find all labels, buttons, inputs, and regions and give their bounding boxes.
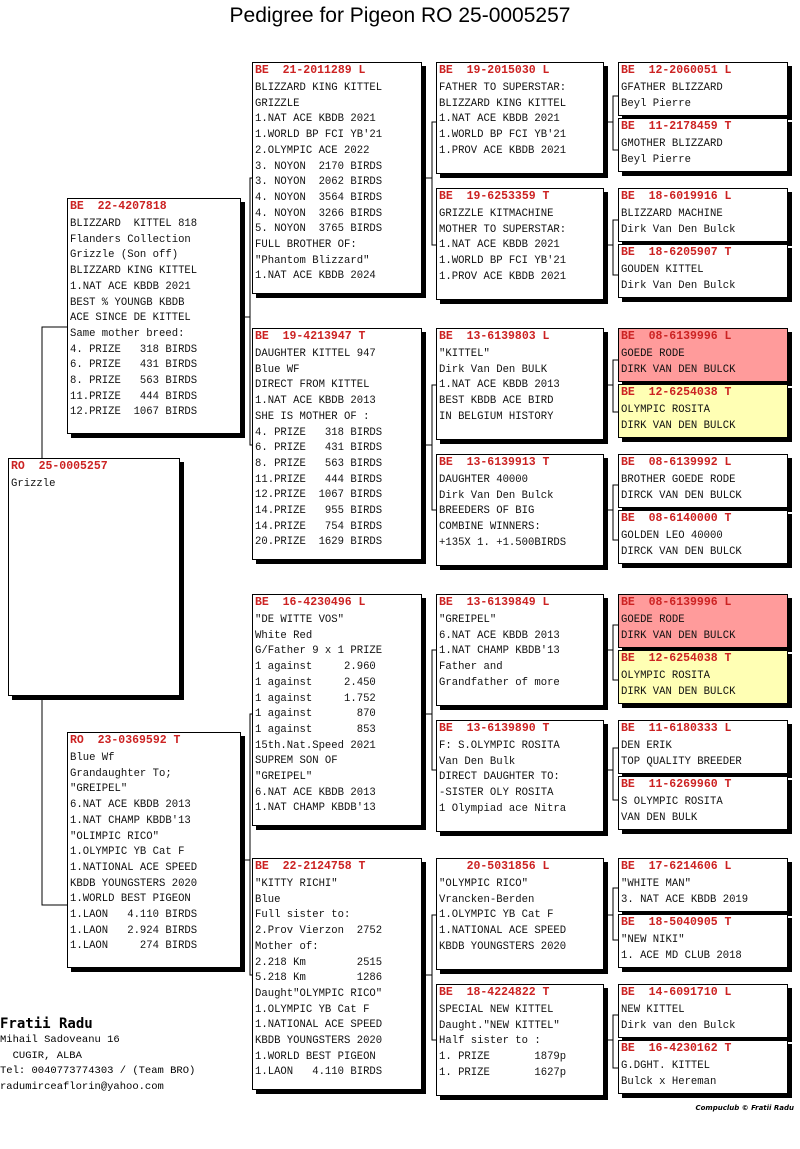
grandparent-line: 1 against 870 — [255, 708, 376, 721]
grandparent-ring-number: BE 21-2011289 L — [255, 64, 366, 77]
gg-grandparent-ring-number: BE 12-6254038 T — [621, 652, 732, 665]
gg-grandparent-ring-number: BE 08-6139996 L — [621, 596, 732, 609]
grandparent-line: 1.LAON 4.110 BIRDS — [255, 1066, 383, 1079]
mother-line: "OLIMPIC RICO" — [70, 830, 160, 843]
gg-grandparent-ring-number: BE 18-6205907 T — [621, 246, 732, 259]
gg-grandparent-card-1 — [618, 62, 788, 116]
great-grandparent-line: Dirk Van Den Bulck — [439, 489, 554, 502]
grandparent-card-2 — [252, 328, 422, 560]
great-grandparent-line: GRIZZLE KITMACHINE — [439, 208, 554, 220]
great-grandparent-line: F: S.OLYMPIC ROSITA — [439, 740, 560, 752]
grandparent-line: 1.OLYMPIC YB Cat F — [255, 1003, 370, 1016]
great-grandparent-line: DIRECT DAUGHTER TO: — [439, 771, 560, 784]
gg-grandparent-line: DIRK VAN DEN BULCK — [621, 629, 736, 642]
mother-line: 1.NATIONAL ACE SPEED — [70, 861, 198, 874]
great-grandparent-ring-number: BE 13-6139890 T — [439, 722, 550, 735]
gg-grandparent-card-7 — [618, 454, 788, 508]
great-grandparent-ring-number: 20-5031856 L — [439, 860, 550, 873]
grandparent-line: GRIZZLE — [255, 97, 300, 110]
gg-grandparent-card-12 — [618, 776, 788, 830]
great-grandparent-line: 1.PROV ACE KBDB 2021 — [439, 270, 567, 283]
great-grandparent-line: SPECIAL NEW KITTEL — [439, 1004, 554, 1016]
great-grandparent-line: -SISTER OLY ROSITA — [439, 787, 554, 800]
breeder-name: Fratii Radu — [0, 1016, 93, 1032]
great-grandparent-line: 1.NAT ACE KBDB 2021 — [439, 113, 560, 126]
gg-grandparent-ring-number: BE 08-6139996 L — [621, 330, 732, 343]
grandparent-line: 3. NOYON 2170 BIRDS — [255, 160, 383, 173]
great-grandparent-line: "OLYMPIC RICO" — [439, 878, 529, 890]
gg-grandparent-ring-number: BE 14-6091710 L — [621, 986, 732, 999]
grandparent-line: 4. NOYON 3564 BIRDS — [255, 191, 383, 204]
grandparent-line: 2.OLYMPIC ACE 2022 — [255, 144, 370, 157]
gg-grandparent-ring-number: BE 11-2178459 T — [621, 120, 732, 133]
gg-grandparent-line: 1. ACE MD CLUB 2018 — [621, 949, 742, 962]
great-grandparent-card-4 — [436, 454, 604, 566]
grandparent-line: 1.NAT ACE KBDB 2021 — [255, 113, 376, 126]
mother-card — [67, 732, 241, 968]
gg-grandparent-card-8 — [618, 510, 788, 564]
gg-grandparent-ring-number: BE 12-6254038 T — [621, 386, 732, 399]
subject-pigeon-card — [8, 458, 180, 696]
gg-grandparent-card-16 — [618, 1040, 788, 1094]
mother-line: KBDB YOUNGSTERS 2020 — [70, 877, 198, 890]
gg-grandparent-line: Bulck x Hereman — [621, 1075, 717, 1088]
gg-grandparent-line: DIRK VAN DEN BULCK — [621, 419, 736, 432]
gg-grandparent-line: "WHITE MAN" — [621, 878, 691, 890]
great-grandparent-line: Dirk Van Den BULK — [439, 363, 548, 376]
great-grandparent-ring-number: BE 13-6139913 T — [439, 456, 550, 469]
mother-line: 6.NAT ACE KBDB 2013 — [70, 799, 191, 812]
great-grandparent-line: 6.NAT ACE KBDB 2013 — [439, 629, 560, 642]
grandparent-card-1 — [252, 62, 422, 294]
great-grandparent-card-2 — [436, 188, 604, 300]
mother-line: Blue Wf — [70, 752, 115, 764]
great-grandparent-line: "GREIPEL" — [439, 614, 497, 626]
gg-grandparent-card-14 — [618, 914, 788, 968]
great-grandparent-line: BEST KBDB ACE BIRD — [439, 395, 554, 408]
breeder-address-line: CUGIR, ALBA — [0, 1049, 82, 1062]
grandparent-line: 1.NAT ACE KBDB 2024 — [255, 270, 376, 283]
great-grandparent-line: FATHER TO SUPERSTAR: — [439, 82, 567, 94]
great-grandparent-line: 1 Olympiad ace Nitra — [439, 802, 567, 815]
mother-line: 1.OLYMPIC YB Cat F — [70, 846, 185, 859]
grandparent-line: 6. PRIZE 431 BIRDS — [255, 442, 383, 455]
mother-line: Grandaughter To; — [70, 767, 172, 780]
great-grandparent-line: 1.NAT CHAMP KBDB'13 — [439, 645, 560, 658]
grandparent-line: SHE IS MOTHER OF : — [255, 410, 370, 423]
subject-ring-number: RO 25-0005257 — [11, 460, 108, 473]
great-grandparent-card-5 — [436, 594, 604, 706]
gg-grandparent-card-9 — [618, 594, 788, 648]
grandparent-line: 1.WORLD BEST PIGEON — [255, 1050, 376, 1063]
father-line: BEST % YOUNGB KBDB — [70, 296, 185, 309]
gg-grandparent-line: TOP QUALITY BREEDER — [621, 755, 742, 768]
breeder-email: radumirceaflorin@yahoo.com — [0, 1080, 164, 1093]
great-grandparent-card-3 — [436, 328, 604, 440]
father-line: 8. PRIZE 563 BIRDS — [70, 375, 198, 388]
grandparent-line: 1 against 1.752 — [255, 692, 376, 705]
grandparent-card-3 — [252, 594, 422, 826]
gg-grandparent-card-4 — [618, 244, 788, 298]
great-grandparent-card-7 — [436, 858, 604, 970]
gg-grandparent-line: GOLDEN LEO 40000 — [621, 530, 723, 542]
grandparent-line: G/Father 9 x 1 PRIZE — [255, 645, 383, 658]
grandparent-line: Mother of: — [255, 940, 319, 953]
gg-grandparent-line: DIRK VAN DEN BULCK — [621, 363, 736, 376]
grandparent-card-4 — [252, 858, 422, 1090]
gg-grandparent-line: GOUDEN KITTEL — [621, 264, 704, 276]
grandparent-line: 14.PRIZE 754 BIRDS — [255, 520, 383, 533]
subject-line: Grizzle — [11, 478, 56, 490]
father-line: BLIZZARD KING KITTEL — [70, 265, 198, 278]
footer-credit: Compuclub © Fratii Radu — [695, 1104, 794, 1112]
great-grandparent-line: 1.NATIONAL ACE SPEED — [439, 925, 567, 938]
gg-grandparent-card-3 — [618, 188, 788, 242]
grandparent-line: BLIZZARD KING KITTEL — [255, 82, 383, 94]
great-grandparent-line: 1.PROV ACE KBDB 2021 — [439, 144, 567, 157]
great-grandparent-line: IN BELGIUM HISTORY — [439, 410, 554, 423]
gg-grandparent-line: GFATHER BLIZZARD — [621, 82, 723, 94]
gg-grandparent-ring-number: BE 08-6139992 L — [621, 456, 732, 469]
grandparent-line: "Phantom Blizzard" — [255, 254, 370, 267]
gg-grandparent-card-6 — [618, 384, 788, 438]
gg-grandparent-line: DIRK VAN DEN BULCK — [621, 685, 736, 698]
gg-grandparent-card-2 — [618, 118, 788, 172]
gg-grandparent-line: Dirk van den Bulck — [621, 1019, 736, 1032]
father-line: 12.PRIZE 1067 BIRDS — [70, 406, 198, 419]
great-grandparent-ring-number: BE 18-4224822 T — [439, 986, 550, 999]
gg-grandparent-line: BROTHER GOEDE RODE — [621, 474, 736, 486]
great-grandparent-line: 1.WORLD BP FCI YB'21 — [439, 129, 567, 142]
page-title: Pedigree for Pigeon RO 25-0005257 — [229, 4, 571, 27]
great-grandparent-line: 1.NAT ACE KBDB 2013 — [439, 379, 560, 392]
great-grandparent-line: Grandfather of more — [439, 676, 560, 689]
grandparent-line: 4. NOYON 3266 BIRDS — [255, 207, 383, 220]
gg-grandparent-card-13 — [618, 858, 788, 912]
mother-line: 1.LAON 274 BIRDS — [70, 940, 198, 953]
great-grandparent-line: Daught."NEW KITTEL" — [439, 1019, 560, 1032]
mother-ring-number: RO 23-0369592 T — [70, 734, 181, 747]
grandparent-line: Blue WF — [255, 363, 300, 376]
gg-grandparent-line: GMOTHER BLIZZARD — [621, 138, 723, 150]
father-line: 1.NAT ACE KBDB 2021 — [70, 280, 191, 293]
breeder-info — [0, 1015, 195, 1095]
grandparent-line: 1.NAT ACE KBDB 2013 — [255, 395, 376, 408]
gg-grandparent-ring-number: BE 18-5040905 T — [621, 916, 732, 929]
gg-grandparent-ring-number: BE 12-2060051 L — [621, 64, 732, 77]
father-line: Flanders Collection — [70, 233, 191, 246]
great-grandparent-ring-number: BE 19-6253359 T — [439, 190, 550, 203]
grandparent-ring-number: BE 19-4213947 T — [255, 330, 366, 343]
father-line: 6. PRIZE 431 BIRDS — [70, 359, 198, 372]
gg-grandparent-line: NEW KITTEL — [621, 1004, 685, 1016]
gg-grandparent-line: Beyl Pierre — [621, 153, 691, 166]
father-line: ACE SINCE DE KITTEL — [70, 312, 191, 325]
father-line: Grizzle (Son off) — [70, 249, 179, 262]
grandparent-line: 1 against 2.960 — [255, 661, 376, 674]
father-ring-number: BE 22-4207818 — [70, 200, 167, 213]
grandparent-line: 2.Prov Vierzon 2752 — [255, 925, 383, 938]
grandparent-line: 3. NOYON 2062 BIRDS — [255, 176, 383, 189]
grandparent-line: 4. PRIZE 318 BIRDS — [255, 426, 383, 439]
grandparent-line: 1 against 2.450 — [255, 676, 376, 689]
great-grandparent-ring-number: BE 13-6139803 L — [439, 330, 550, 343]
grandparent-line: DIRECT FROM KITTEL — [255, 379, 370, 392]
grandparent-line: 1 against 853 — [255, 723, 376, 736]
gg-grandparent-line: VAN DEN BULK — [621, 811, 698, 824]
great-grandparent-card-1 — [436, 62, 604, 174]
mother-line: 1.LAON 2.924 BIRDS — [70, 924, 198, 937]
great-grandparent-line: 1. PRIZE 1879p — [439, 1051, 567, 1064]
great-grandparent-ring-number: BE 13-6139849 L — [439, 596, 550, 609]
breeder-address-line: Mihail Sadoveanu 16 — [0, 1034, 120, 1046]
great-grandparent-card-6 — [436, 720, 604, 832]
gg-grandparent-line: Beyl Pierre — [621, 97, 691, 110]
father-line: BLIZZARD KITTEL 818 — [70, 218, 198, 230]
grandparent-line: "GREIPEL" — [255, 771, 313, 784]
mother-line: "GREIPEL" — [70, 783, 128, 796]
great-grandparent-card-8 — [436, 984, 604, 1096]
grandparent-line: 1.WORLD BP FCI YB'21 — [255, 129, 383, 142]
great-grandparent-ring-number: BE 19-2015030 L — [439, 64, 550, 77]
grandparent-line: Full sister to: — [255, 909, 351, 922]
grandparent-line: 14.PRIZE 955 BIRDS — [255, 505, 383, 518]
mother-line: 1.WORLD BEST PIGEON — [70, 893, 191, 906]
grandparent-line: 1.NATIONAL ACE SPEED — [255, 1019, 383, 1032]
great-grandparent-line: MOTHER TO SUPERSTAR: — [439, 223, 567, 236]
great-grandparent-line: 1.WORLD BP FCI YB'21 — [439, 255, 567, 268]
great-grandparent-line: COMBINE WINNERS: — [439, 521, 541, 534]
great-grandparent-line: Van Den Bulk — [439, 755, 516, 768]
gg-grandparent-line: OLYMPIC ROSITA — [621, 670, 711, 682]
mother-line: 1.LAON 4.110 BIRDS — [70, 909, 198, 922]
grandparent-line: 5.218 Km 1286 — [255, 972, 383, 985]
great-grandparent-line: BLIZZARD KING KITTEL — [439, 97, 567, 110]
grandparent-line: 12.PRIZE 1067 BIRDS — [255, 489, 383, 502]
grandparent-line: 2.218 Km 2515 — [255, 956, 383, 969]
gg-grandparent-line: Dirk Van Den Bulck — [621, 279, 736, 292]
gg-grandparent-ring-number: BE 11-6269960 T — [621, 778, 732, 791]
great-grandparent-line: "KITTEL" — [439, 348, 490, 360]
great-grandparent-line: Father and — [439, 661, 503, 674]
grandparent-line: FULL BROTHER OF: — [255, 239, 357, 252]
gg-grandparent-line: Dirk Van Den Bulck — [621, 223, 736, 236]
grandparent-line: DAUGHTER KITTEL 947 — [255, 348, 376, 360]
great-grandparent-line: 1. PRIZE 1627p — [439, 1066, 567, 1079]
mother-line: 1.NAT CHAMP KBDB'13 — [70, 814, 191, 827]
gg-grandparent-ring-number: BE 11-6180333 L — [621, 722, 732, 735]
gg-grandparent-line: OLYMPIC ROSITA — [621, 404, 711, 416]
gg-grandparent-line: DEN ERIK — [621, 740, 672, 752]
great-grandparent-line: KBDB YOUNGSTERS 2020 — [439, 940, 567, 953]
father-card — [67, 198, 241, 434]
grandparent-line: 15th.Nat.Speed 2021 — [255, 739, 376, 752]
great-grandparent-line: 1.NAT ACE KBDB 2021 — [439, 239, 560, 252]
grandparent-line: "KITTY RICHI" — [255, 878, 338, 890]
gg-grandparent-line: GOEDE RODE — [621, 348, 685, 360]
grandparent-ring-number: BE 16-4230496 L — [255, 596, 366, 609]
grandparent-line: Daught"OLYMPIC RICO" — [255, 987, 383, 1000]
great-grandparent-line: DAUGHTER 40000 — [439, 474, 529, 486]
grandparent-line: Blue — [255, 893, 281, 906]
grandparent-line: "DE WITTE VOS" — [255, 614, 345, 626]
great-grandparent-line: Vrancken-Berden — [439, 893, 535, 906]
gg-grandparent-card-11 — [618, 720, 788, 774]
gg-grandparent-line: DIRCK VAN DEN BULCK — [621, 545, 742, 558]
grandparent-line: 6.NAT ACE KBDB 2013 — [255, 786, 376, 799]
great-grandparent-line: 1.OLYMPIC YB Cat F — [439, 909, 554, 922]
gg-grandparent-line: 3. NAT ACE KBDB 2019 — [621, 893, 749, 906]
grandparent-ring-number: BE 22-2124758 T — [255, 860, 366, 873]
gg-grandparent-ring-number: BE 18-6019916 L — [621, 190, 732, 203]
gg-grandparent-line: S OLYMPIC ROSITA — [621, 796, 723, 808]
father-line: 4. PRIZE 318 BIRDS — [70, 343, 198, 356]
gg-grandparent-card-15 — [618, 984, 788, 1038]
grandparent-line: 11.PRIZE 444 BIRDS — [255, 473, 383, 486]
great-grandparent-line: Half sister to : — [439, 1035, 541, 1048]
gg-grandparent-line: G.DGHT. KITTEL — [621, 1060, 711, 1072]
grandparent-line: 1.NAT CHAMP KBDB'13 — [255, 802, 376, 815]
gg-grandparent-line: "NEW NIKI" — [621, 934, 685, 946]
gg-grandparent-line: DIRCK VAN DEN BULCK — [621, 489, 742, 502]
grandparent-line: 5. NOYON 3765 BIRDS — [255, 223, 383, 236]
grandparent-line: 8. PRIZE 563 BIRDS — [255, 457, 383, 470]
gg-grandparent-line: BLIZZARD MACHINE — [621, 208, 723, 220]
gg-grandparent-ring-number: BE 17-6214606 L — [621, 860, 732, 873]
gg-grandparent-ring-number: BE 16-4230162 T — [621, 1042, 732, 1055]
great-grandparent-line: BREEDERS OF BIG — [439, 505, 535, 518]
grandparent-line: KBDB YOUNGSTERS 2020 — [255, 1035, 383, 1048]
father-line: Same mother breed: — [70, 327, 185, 340]
grandparent-line: SUPREM SON OF — [255, 755, 338, 768]
gg-grandparent-card-10 — [618, 650, 788, 704]
great-grandparent-line: +135X 1. +1.500BIRDS — [439, 536, 567, 549]
gg-grandparent-card-5 — [618, 328, 788, 382]
grandparent-line: 20.PRIZE 1629 BIRDS — [255, 536, 383, 549]
gg-grandparent-line: GOEDE RODE — [621, 614, 685, 626]
grandparent-line: White Red — [255, 629, 313, 642]
father-line: 11.PRIZE 444 BIRDS — [70, 390, 198, 403]
gg-grandparent-ring-number: BE 08-6140000 T — [621, 512, 732, 525]
breeder-phone: Tel: 0040773774303 / (Team BRO) — [0, 1065, 196, 1077]
